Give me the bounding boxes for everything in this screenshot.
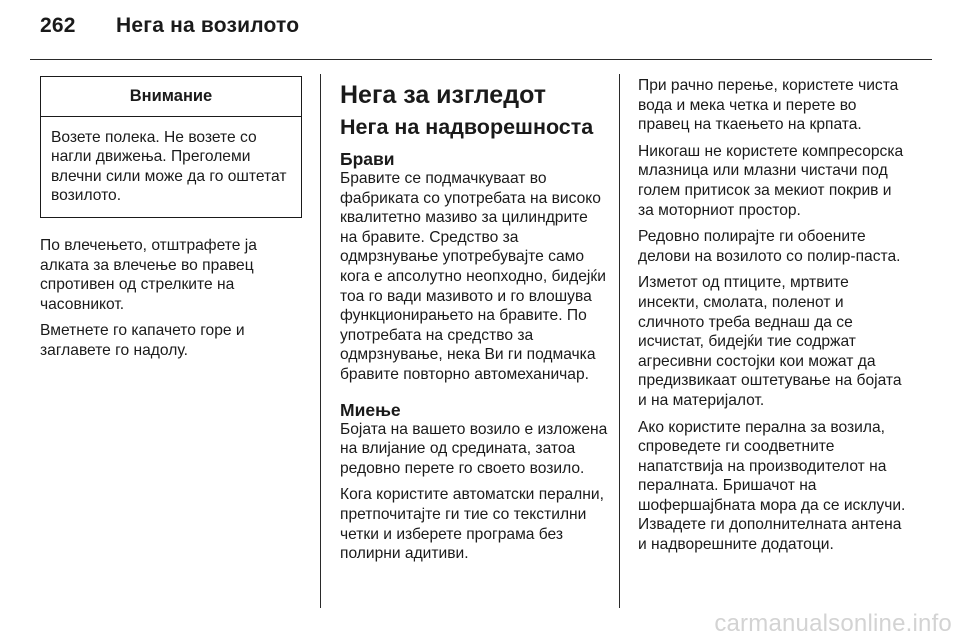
- header-rule: [30, 59, 932, 60]
- page-header: [40, 14, 299, 48]
- chapter-title: Нега на возилото: [116, 14, 300, 37]
- page-number: 262: [40, 14, 76, 37]
- washing-paragraph-2: Кога користите автоматски перални, претпочитајте ги тие со текстилни четки и изберете програма без полирни адитиви.: [340, 486, 604, 563]
- column-middle: [340, 80, 608, 571]
- paragraph-no-jets: Никогаш не користете компресорска млазница или млазни чистачи под голем притисок за мекиот покрив и за моторниот простор.: [638, 142, 904, 219]
- subsection-title: Нега на надворешноста: [340, 115, 594, 139]
- paragraph-insert-cap: Вметнете го капачето горе и заглавете го надолу.: [40, 322, 245, 359]
- locks-text: Бравите се подмачкуваат во фабриката со употребата на високо квалитетно мазиво за цилиндрите на бравите. Средство за одмрзнување употребувајте само кога е апсолутно неопходно, бидејќи тоа го вади мазивото и го влошува функционирањето на бравите. По употребата на средство за одмрзнување, нека Ви ги подмачка бравите повторно автомеханичар.: [340, 170, 606, 383]
- column-divider-right: [619, 74, 620, 608]
- paragraph-bird-droppings: Изметот од птиците, мртвите инсекти, смолата, поленот и сличното треба веднаш да се исчистат, бидејќи тие содржат агресивни состојки кои можат да предизвикаат оштетување на бојата и на материјалот.: [638, 274, 902, 409]
- washing-heading: Миење: [340, 399, 401, 420]
- locks-heading: Брави: [340, 149, 395, 169]
- paragraph-hand-washing: При рачно перење, користете чиста вода и мека четка и перете во правец на ткаењето на крпата.: [638, 77, 899, 134]
- section-title: Нега за изгледот: [340, 81, 546, 109]
- paragraph-polish: Редовно полирајте ги обоените делови на возилото со полир-паста.: [638, 228, 901, 265]
- warning-text: Возете полека. Не возете со нагли движења. Преголеми влечни сили може да го оштетат возилото.: [51, 128, 287, 205]
- column-divider-left: [320, 74, 321, 608]
- washing-paragraph-1: Бојата на вашето возило е изложена на влијание од средината, затоа редовно перете го своето возило.: [340, 420, 608, 477]
- column-left: [40, 76, 302, 368]
- warning-box: [40, 76, 302, 218]
- warning-title: Внимание: [41, 77, 301, 117]
- paragraph-after-towing: По влечењето, отштрафете ја алката за влечење во правец спротивен од стрелките на часовникот.: [40, 236, 257, 313]
- watermark: carmanualsonline.info: [714, 610, 952, 637]
- column-right: [638, 76, 906, 562]
- paragraph-car-wash: Ако користите перална за возила, спроведете ги соодветните напатствија на производителот на пералната. Бришачот на шофершајбната мора да се исклучи. Извадете ги дополнителната антена и надворешните додатоци.: [638, 418, 906, 554]
